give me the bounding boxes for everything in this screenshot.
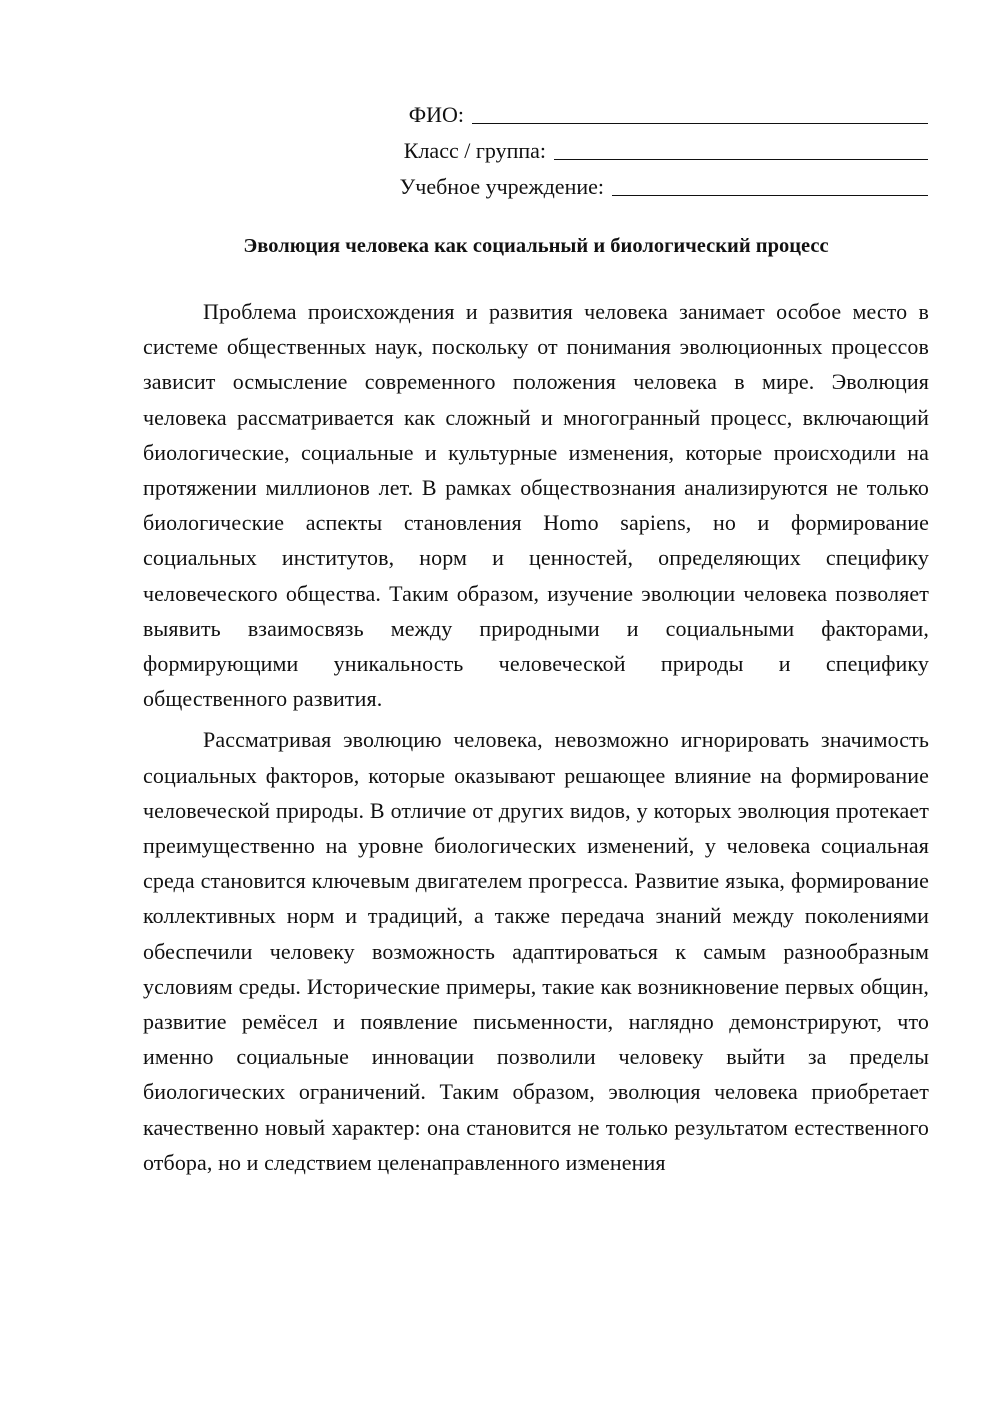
class-field-row — [368, 128, 928, 164]
document-title: Эволюция человека как социальный и биологический процесс — [243, 235, 829, 257]
paragraph-1: Проблема происхождения и развития человека занимает особое место в системе общественных наук, поскольку от понимания эволюционных процессов зависит осмысление современного положения человека в мире. Эволюция человека рассматривается как сложный и многогранный процесс, включающий биологические, социальные и культурные изменения, которые происходили на протяжении миллионов лет. В рамках обществознания анализируются не только биологические аспекты становления Homo sapiens, но и формирование социальных институтов, норм и ценностей, определяющих специфику человеческого общества. Таким образом, изучение эволюции человека позволяет выявить взаимосвязь между природными и социальными факторами, формирующими уникальность человеческой природы и специфику общественного развития. — [143, 299, 929, 712]
school-field-row — [368, 164, 928, 200]
class-field-line[interactable] — [554, 137, 928, 160]
name-field-row — [368, 92, 928, 128]
document-body — [143, 294, 929, 1186]
school-field-label: Учебное учреждение: — [399, 174, 604, 199]
paragraph-2: Рассматривая эволюцию человека, невозможно игнорировать значимость социальных факторов, которые оказывают решающее влияние на формирование человеческой природы. В отличие от других видов, у которых эволюция протекает преимущественно на уровне биологических изменений, у человека социальная среда становится ключевым двигателем прогресса. Развитие языка, формирование коллективных норм и традиций, а также передача знаний между поколениями обеспечили человеку возможность адаптироваться к самым разнообразным условиям среды. Исторические примеры, такие как возникновение первых общин, развитие ремёсел и появление письменности, наглядно демонстрируют, что именно социальные инновации позволили человеку выйти за пределы биологических ограничений. Таким образом, эволюция человека приобретает качественно новый характер: она становится не только результатом естественного отбора, но и следствием целенаправленного изменения — [143, 727, 929, 1175]
student-info-fields — [368, 92, 928, 200]
school-field-line[interactable] — [612, 173, 928, 196]
name-field-label: ФИО: — [408, 102, 464, 127]
name-field-line[interactable] — [472, 101, 928, 124]
class-field-label: Класс / группа: — [403, 138, 546, 163]
